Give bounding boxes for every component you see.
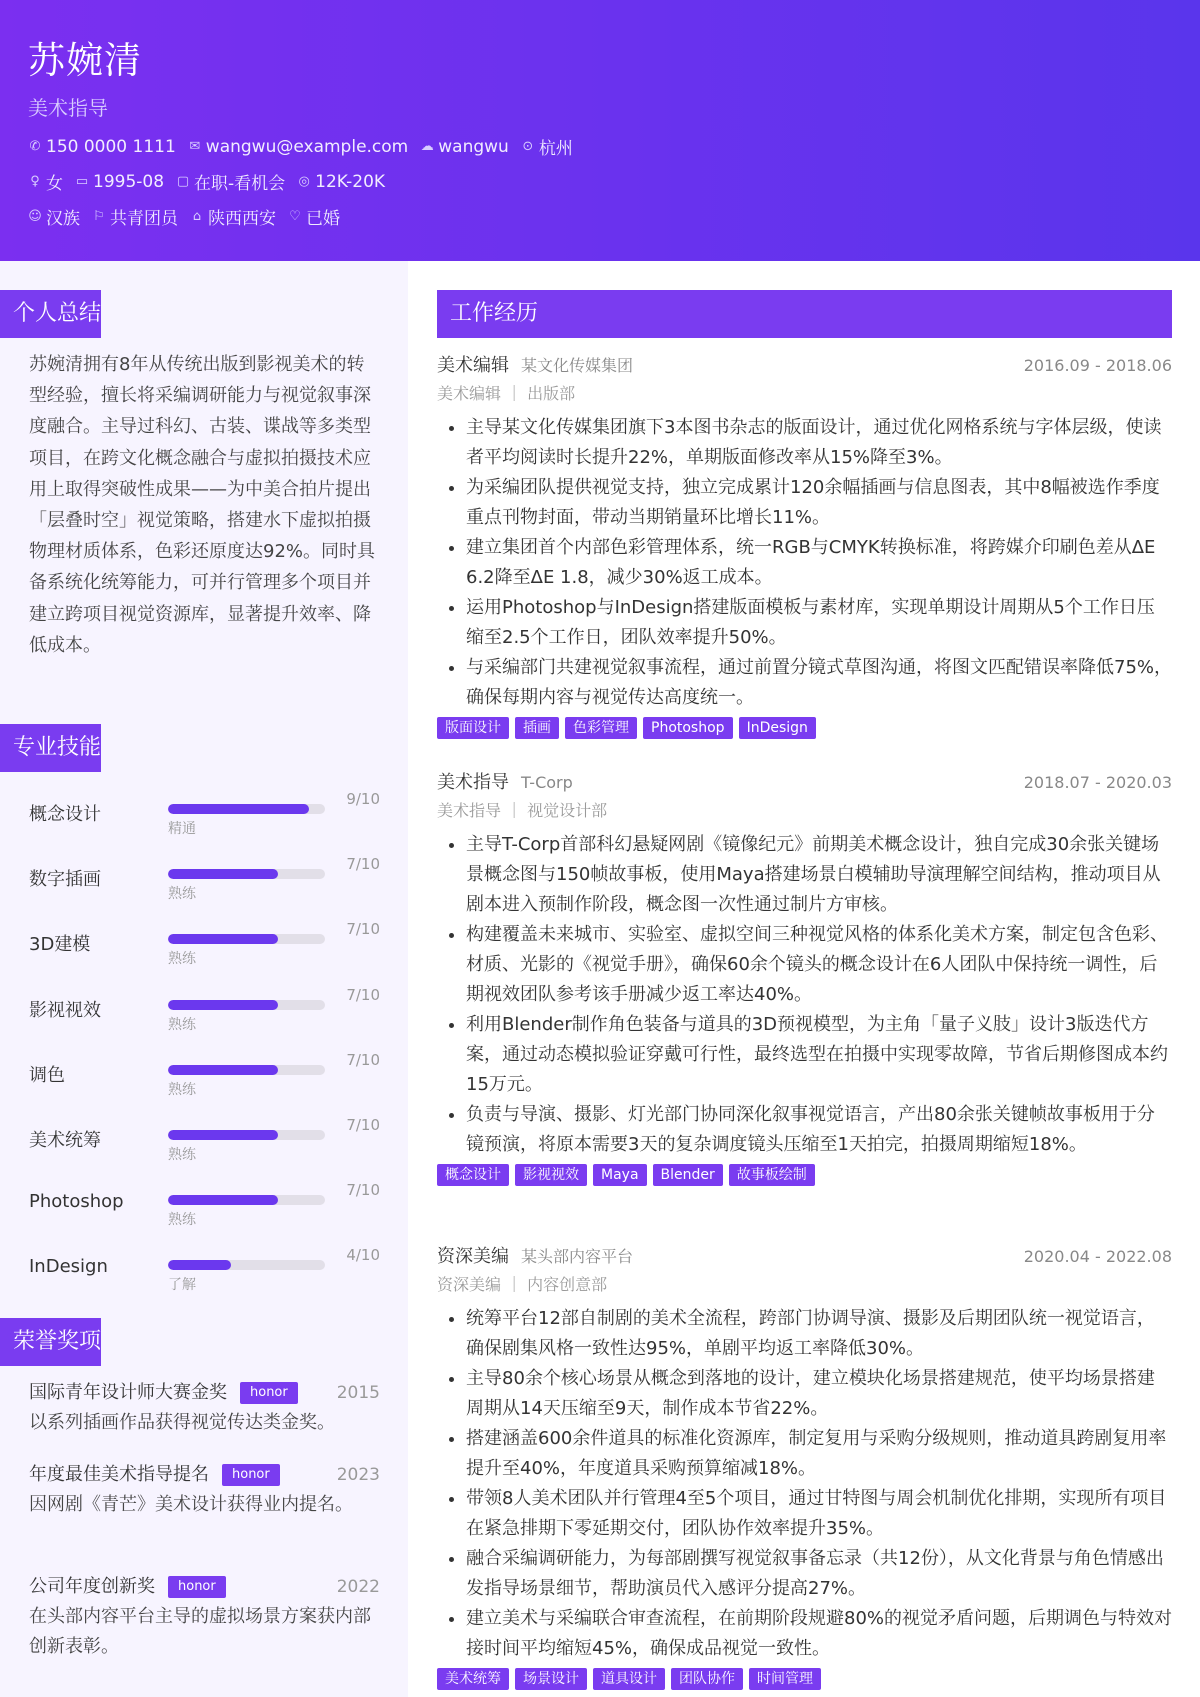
honor-year: 2015 bbox=[336, 1383, 380, 1403]
job-department: 美术编辑 ｜ 出版部 bbox=[437, 384, 576, 403]
skill-bar bbox=[168, 869, 325, 879]
job-entry bbox=[437, 1242, 1172, 1690]
honor-desc: 因网剧《青芒》美术设计获得业内提名。 bbox=[29, 1494, 353, 1515]
honor-desc: 在头部内容平台主导的虚拟场景方案获内部创新表彰。 bbox=[29, 1606, 371, 1657]
skill-level: 熟练 bbox=[168, 1147, 196, 1163]
section-title-work: 工作经历 bbox=[437, 290, 1172, 338]
skill-level: 了解 bbox=[168, 1277, 196, 1293]
skill-tag: 时间管理 bbox=[749, 1668, 821, 1690]
basic-info-row bbox=[28, 169, 385, 194]
calendar-icon: ▭ bbox=[75, 173, 89, 189]
job-bullet: • 统筹平台12部自制剧的美术全流程，跨部门协调导演、摄影及后期团队统一视觉语言，确保剧集风格一致性达95%，单剧平均返工率降低30%。 bbox=[466, 1304, 1172, 1364]
candidate-role: 美术指导 bbox=[28, 96, 108, 120]
heart-icon: ♡ bbox=[289, 208, 301, 224]
job-department: 美术指导 ｜ 视觉设计部 bbox=[437, 801, 608, 820]
job-entry bbox=[437, 768, 1172, 1186]
skill-tag: 场景设计 bbox=[515, 1668, 587, 1690]
skill-bar-fill bbox=[168, 1065, 278, 1075]
skill-score: 7/10 bbox=[346, 1051, 380, 1069]
job-entry bbox=[437, 351, 1172, 739]
job-bullets bbox=[437, 413, 1172, 713]
skill-score: 7/10 bbox=[346, 920, 380, 938]
section-title-skills: 专业技能 bbox=[0, 724, 101, 772]
skill-item bbox=[29, 790, 380, 856]
skill-item bbox=[29, 1116, 380, 1182]
skill-bar bbox=[168, 1260, 325, 1270]
skill-name: Photoshop bbox=[29, 1191, 124, 1212]
skill-tag: 影视视效 bbox=[515, 1164, 587, 1186]
skill-tag: 美术统筹 bbox=[437, 1668, 509, 1690]
skill-name: 概念设计 bbox=[29, 804, 101, 825]
honor-badge: honor bbox=[168, 1576, 226, 1598]
job-date: 2018.07 - 2020.03 bbox=[1023, 773, 1172, 792]
salary-icon: ◎ bbox=[298, 173, 310, 189]
job-bullet: • 构建覆盖未来城市、实验室、虚拟空间三种视觉风格的体系化美术方案，制定包含色彩、材质、光影的《视觉手册》，确保60余个镜头的概念设计在6人团队中保持统一调性，后期视效团队参考该手册减少返工率达40%。 bbox=[466, 920, 1172, 1010]
location-icon: ⊙ bbox=[522, 138, 534, 154]
job-bullet: • 带领8人美术团队并行管理4至5个项目，通过甘特图与周会机制优化排期，实现所有项目在紧急排期下零延期交付，团队协作效率提升35%。 bbox=[466, 1484, 1172, 1544]
job-bullet: • 为采编团队提供视觉支持，独立完成累计120余幅插画与信息图表，其中8幅被选作季度重点刊物封面，带动当期销量环比增长11%。 bbox=[466, 473, 1172, 533]
honor-badge: honor bbox=[222, 1464, 280, 1486]
section-title-summary: 个人总结 bbox=[0, 290, 101, 338]
skill-tag: Maya bbox=[593, 1164, 647, 1186]
honor-item bbox=[29, 1378, 380, 1438]
extra-info-row bbox=[28, 204, 340, 229]
contact-location: ⊙ 杭州 bbox=[522, 138, 573, 159]
skill-score: 4/10 bbox=[346, 1246, 380, 1264]
job-bullet: • 主导80余个核心场景从概念到落地的设计，建立模块化场景搭建规范，使平均场景搭建周期从14天压缩至9天，制作成本节省22%。 bbox=[466, 1364, 1172, 1424]
ethnicity-icon: ☺ bbox=[28, 208, 42, 224]
skill-bar-fill bbox=[168, 1000, 278, 1010]
skill-tag: 故事板绘制 bbox=[729, 1164, 815, 1186]
flag-icon: ⚐ bbox=[93, 208, 105, 224]
candidate-name: 苏婉清 bbox=[28, 39, 142, 82]
skill-item bbox=[29, 920, 380, 986]
job-title: 资深美编 bbox=[437, 1246, 509, 1267]
skill-tag: Photoshop bbox=[643, 717, 733, 739]
skill-name: 数字插画 bbox=[29, 869, 101, 890]
honor-item bbox=[29, 1572, 380, 1662]
skill-bar bbox=[168, 934, 325, 944]
skill-item bbox=[29, 1246, 380, 1312]
job-company: 某头部内容平台 bbox=[521, 1247, 634, 1266]
job-tags bbox=[437, 1668, 1172, 1690]
job-bullet: • 建立集团首个内部色彩管理体系，统一RGB与CMYK转换标准，将跨媒介印刷色差从ΔE 6.2降至ΔE 1.8，减少30%返工成本。 bbox=[466, 533, 1172, 593]
job-title: 美术指导 bbox=[437, 772, 509, 793]
job-date: 2020.04 - 2022.08 bbox=[1023, 1247, 1172, 1266]
skill-bar bbox=[168, 1000, 325, 1010]
email-icon: ✉ bbox=[189, 138, 201, 154]
wechat-icon: ☁ bbox=[420, 138, 434, 154]
skill-bar bbox=[168, 804, 325, 814]
skill-tag: InDesign bbox=[739, 717, 816, 739]
honor-title: 国际青年设计师大赛金奖 bbox=[29, 1382, 227, 1403]
skill-bar bbox=[168, 1130, 325, 1140]
briefcase-icon: ▢ bbox=[176, 173, 190, 189]
skill-name: 美术统筹 bbox=[29, 1130, 101, 1151]
skill-level: 熟练 bbox=[168, 1082, 196, 1098]
job-bullet: • 搭建涵盖600余件道具的标准化资源库，制定复用与采购分级规则，推动道具跨剧复用率提升至40%，年度道具采购预算缩减18%。 bbox=[466, 1424, 1172, 1484]
skill-bar-fill bbox=[168, 804, 309, 814]
job-bullet: • 融合采编调研能力，为每部剧撰写视觉叙事备忘录（共12份），从文化背景与角色情感出发指导场景细节，帮助演员代入感评分提高27%。 bbox=[466, 1544, 1172, 1604]
skill-bar-fill bbox=[168, 1195, 278, 1205]
honor-item bbox=[29, 1460, 380, 1520]
honor-badge: honor bbox=[240, 1382, 298, 1404]
job-bullet: • 主导T-Corp首部科幻悬疑网剧《镜像纪元》前期美术概念设计，独自完成30余张关键场景概念图与150帧故事板，使用Maya搭建场景白模辅助导演理解空间结构，推动项目从剧本进入预制作阶段，概念图一次性通过制片方审核。 bbox=[466, 830, 1172, 920]
job-bullets bbox=[437, 830, 1172, 1160]
skill-bar-fill bbox=[168, 869, 278, 879]
skill-bar-fill bbox=[168, 934, 278, 944]
resume-header bbox=[0, 0, 1200, 261]
job-date: 2016.09 - 2018.06 bbox=[1023, 356, 1172, 375]
home-icon: ⌂ bbox=[192, 208, 202, 224]
job-department: 资深美编 ｜ 内容创意部 bbox=[437, 1275, 608, 1294]
skill-item bbox=[29, 1051, 380, 1117]
info-political: ⚐ 共青团员 bbox=[93, 208, 178, 229]
skill-name: InDesign bbox=[29, 1256, 108, 1277]
info-status: ▢ 在职-看机会 bbox=[176, 173, 286, 194]
skill-score: 7/10 bbox=[346, 1181, 380, 1199]
job-bullet: • 负责与导演、摄影、灯光部门协同深化叙事视觉语言，产出80余张关键帧故事板用于分镜预演，将原本需要3天的复杂调度镜头压缩至1天拍完，拍摄周期缩短18%。 bbox=[466, 1100, 1172, 1160]
skill-bar-fill bbox=[168, 1260, 231, 1270]
skill-item bbox=[29, 986, 380, 1052]
contact-wechat: ☁ wangwu bbox=[420, 136, 509, 157]
job-tags bbox=[437, 717, 1172, 739]
info-birth: ▭ 1995-08 bbox=[75, 171, 165, 192]
honor-year: 2022 bbox=[336, 1577, 380, 1597]
gender-icon: ♀ bbox=[30, 173, 40, 189]
skill-tag: 道具设计 bbox=[593, 1668, 665, 1690]
skill-level: 熟练 bbox=[168, 951, 196, 967]
skill-score: 7/10 bbox=[346, 855, 380, 873]
skill-name: 3D建模 bbox=[29, 934, 91, 955]
honor-title: 公司年度创新奖 bbox=[29, 1576, 155, 1597]
info-gender: ♀ 女 bbox=[28, 169, 63, 194]
skill-level: 熟练 bbox=[168, 1212, 196, 1228]
skill-item bbox=[29, 855, 380, 921]
skill-item bbox=[29, 1181, 380, 1247]
skill-score: 7/10 bbox=[346, 986, 380, 1004]
honor-desc: 以系列插画作品获得视觉传达类金奖。 bbox=[29, 1412, 335, 1433]
skill-tag: 插画 bbox=[515, 717, 559, 739]
phone-icon: ✆ bbox=[29, 138, 41, 154]
job-bullet: • 运用Photoshop与InDesign搭建版面模板与素材库，实现单期设计周期从5个工作日压缩至2.5个工作日，团队效率提升50%。 bbox=[466, 593, 1172, 653]
skill-tag: 版面设计 bbox=[437, 717, 509, 739]
skill-level: 熟练 bbox=[168, 1017, 196, 1033]
section-title-honors: 荣誉奖项 bbox=[0, 1318, 101, 1366]
job-company: T-Corp bbox=[521, 773, 573, 792]
contact-row bbox=[28, 134, 573, 159]
job-company: 某文化传媒集团 bbox=[521, 356, 634, 375]
skill-score: 7/10 bbox=[346, 1116, 380, 1134]
honor-year: 2023 bbox=[336, 1465, 380, 1485]
skill-level: 熟练 bbox=[168, 886, 196, 902]
skill-tag: 色彩管理 bbox=[565, 717, 637, 739]
skill-bar bbox=[168, 1065, 325, 1075]
honor-title: 年度最佳美术指导提名 bbox=[29, 1464, 209, 1485]
job-bullet: • 主导某文化传媒集团旗下3本图书杂志的版面设计，通过优化网格系统与字体层级，使读者平均阅读时长提升22%，单期版面修改率从15%降至3%。 bbox=[466, 413, 1172, 473]
skill-tag: 概念设计 bbox=[437, 1164, 509, 1186]
skill-score: 9/10 bbox=[346, 790, 380, 808]
job-title: 美术编辑 bbox=[437, 355, 509, 376]
info-hometown: ⌂ 陕西西安 bbox=[190, 204, 276, 229]
skill-bar-fill bbox=[168, 1130, 278, 1140]
skill-tag: Blender bbox=[653, 1164, 723, 1186]
skill-level: 精通 bbox=[168, 821, 196, 837]
job-tags bbox=[437, 1164, 1172, 1186]
summary-text: 苏婉清拥有8年从传统出版到影视美术的转型经验，擅长将采编调研能力与视觉叙事深度融合。主导过科幻、古装、谍战等多类型项目，在跨文化概念融合与虚拟拍摄技术应用上取得突破性成果——为中美合拍片提出「层叠时空」视觉策略，搭建水下虚拟拍摄物理材质体系，色彩还原度达92%。同时具备系统化统筹能力，可并行管理多个项目并建立跨项目视觉资源库，显著提升效率、降低成本。 bbox=[29, 354, 376, 656]
job-bullet: • 与采编部门共建视觉叙事流程，通过前置分镜式草图沟通，将图文匹配错误率降低75%，确保每期内容与视觉传达高度统一。 bbox=[466, 653, 1172, 713]
skill-bar bbox=[168, 1195, 325, 1205]
info-marital: ♡ 已婚 bbox=[289, 208, 340, 229]
contact-phone: ✆ 150 0000 1111 bbox=[29, 136, 176, 157]
job-bullet: • 建立美术与采编联合审查流程，在前期阶段规避80%的视觉矛盾问题，后期调色与特效对接时间平均缩短45%，确保成品视觉一致性。 bbox=[466, 1604, 1172, 1664]
info-ethnicity: ☺ 汉族 bbox=[28, 208, 80, 229]
contact-email: ✉ wangwu@example.com bbox=[189, 136, 409, 157]
job-bullets bbox=[437, 1304, 1172, 1664]
job-bullet: • 利用Blender制作角色装备与道具的3D预视模型，为主角「量子义肢」设计3版迭代方案，通过动态模拟验证穿戴可行性，最终选型在拍摄中实现零故障，节省后期修图成本约15万元。 bbox=[466, 1010, 1172, 1100]
skill-name: 调色 bbox=[29, 1065, 65, 1086]
skill-tag: 团队协作 bbox=[671, 1668, 743, 1690]
info-salary: ◎ 12K-20K bbox=[298, 171, 386, 192]
skill-name: 影视视效 bbox=[29, 1000, 101, 1021]
